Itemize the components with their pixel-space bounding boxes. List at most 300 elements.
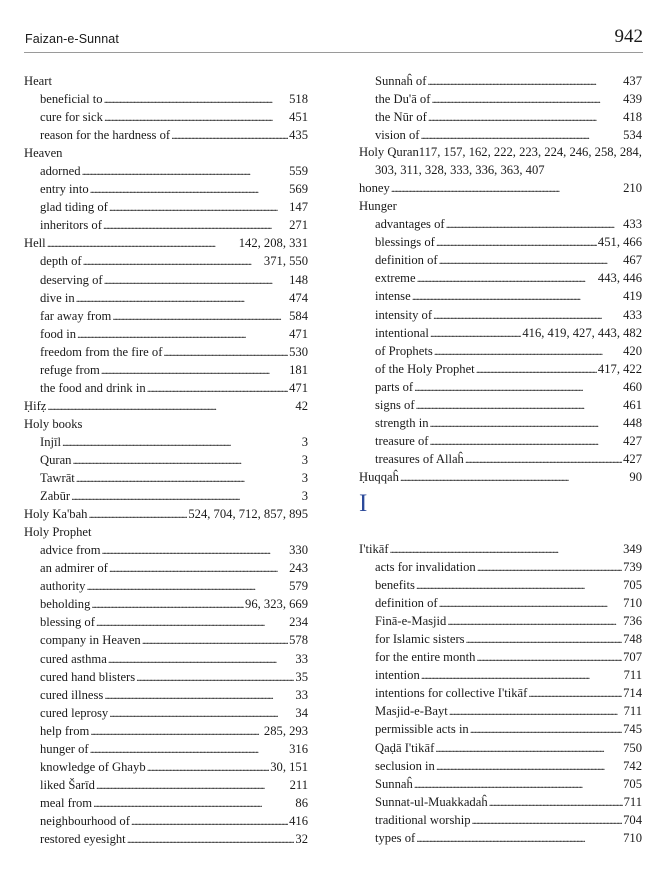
page-refs: 34: [295, 705, 308, 720]
index-page-refs-continued: 303, 311, 328, 333, 336, 363, 407: [375, 162, 545, 177]
page-refs: 418: [623, 110, 642, 125]
index-heading: Holy books: [24, 416, 83, 431]
entry-term: hunger of: [40, 741, 89, 756]
dot-leader: [465, 450, 622, 468]
index-subentry: [24, 126, 308, 144]
index-subentry: [359, 72, 642, 90]
page-refs: 705: [623, 776, 642, 791]
dot-leader: [416, 576, 622, 594]
page-refs: 711: [623, 668, 642, 683]
page-refs: 416: [289, 813, 308, 828]
entry-term: authority: [40, 579, 86, 594]
dot-leader: [439, 251, 623, 269]
entry-term: benefits: [375, 578, 415, 593]
dot-leader: [112, 307, 288, 325]
index-subentry: [24, 686, 308, 704]
entry-term: meal from: [40, 795, 93, 810]
index-subentry: [359, 108, 642, 126]
entry-term: help from: [40, 723, 90, 738]
page-refs: 419: [623, 289, 642, 304]
index-subentry: [359, 612, 642, 630]
index-subentry: [359, 215, 642, 233]
index-subentry: [24, 776, 308, 794]
index-subentry: [24, 162, 308, 180]
entry-term: permissible acts in: [375, 722, 469, 737]
entry-term: Tawrāt: [40, 471, 75, 486]
page-refs: 736: [623, 614, 642, 629]
dot-leader: [477, 558, 622, 576]
dot-leader: [414, 378, 622, 396]
page-refs: 705: [623, 578, 642, 593]
page-refs: 707: [623, 650, 642, 665]
entry-term: the Nūr of: [375, 110, 427, 125]
dot-leader: [439, 594, 623, 612]
page-refs: 739: [623, 560, 642, 575]
dot-leader: [76, 469, 301, 487]
page-refs: 33: [295, 687, 308, 702]
entry-term: restored eyesight: [40, 831, 126, 846]
dot-leader: [430, 324, 521, 342]
index-column-right: [359, 72, 642, 847]
page-refs: 518: [289, 92, 308, 107]
page-refs: 35: [295, 669, 308, 684]
page-refs: 710: [623, 830, 642, 845]
dot-leader: [435, 739, 622, 757]
index-subentry: [359, 251, 642, 269]
entry-term: definition of: [375, 596, 438, 611]
page-refs: 3: [301, 471, 308, 486]
entry-term: Ḥifẓ: [24, 398, 47, 413]
dot-leader: [104, 90, 289, 108]
index-subentry: [24, 631, 308, 649]
page-refs: 90: [629, 469, 642, 484]
page-refs: 437: [623, 74, 642, 88]
index-entry: [359, 540, 642, 558]
entry-term: definition of: [375, 253, 438, 268]
entry-term: refuge from: [40, 362, 100, 377]
dot-leader: [131, 812, 288, 830]
entry-term: cured leprosy: [40, 705, 109, 720]
dot-leader: [96, 776, 289, 794]
dot-leader: [147, 379, 288, 397]
page-refs: 745: [623, 722, 642, 737]
entry-term: blessing of: [40, 615, 95, 630]
page-refs: 711: [623, 704, 642, 719]
dot-leader: [86, 577, 288, 595]
index-subentry: [359, 630, 642, 648]
entry-term: cured illness: [40, 687, 104, 702]
index-subentry: [24, 559, 308, 577]
index-heading: Heaven: [24, 146, 63, 161]
index-subentry: [24, 668, 308, 686]
page-refs: 142, 208, 331: [238, 236, 308, 251]
index-entry: [24, 234, 308, 252]
index-heading-multiline: [359, 144, 642, 179]
entry-term: knowledge of Ghayb: [40, 759, 146, 774]
page-refs: 433: [623, 307, 642, 322]
dot-leader: [47, 234, 238, 252]
dot-leader: [417, 269, 597, 287]
dot-leader: [77, 325, 288, 343]
entry-term: treasures of Allaĥ: [375, 451, 464, 466]
page-refs: 460: [623, 379, 642, 394]
entry-term: advice from: [40, 543, 101, 558]
dot-leader: [466, 630, 623, 648]
page-refs: 448: [623, 415, 642, 430]
index-subentry: [359, 684, 642, 702]
index-subentry: [24, 343, 308, 361]
page-refs: 451: [289, 110, 308, 125]
dot-leader: [90, 740, 288, 758]
page-refs: 711: [623, 794, 642, 809]
index-subentry: [24, 451, 308, 469]
index-subentry: [359, 558, 642, 576]
entry-term: types of: [375, 830, 416, 845]
entry-term: advantages of: [375, 217, 445, 232]
page-refs: 147: [289, 200, 308, 215]
dot-leader: [104, 686, 294, 704]
index-subentry: [359, 450, 642, 468]
index-subentry: [24, 704, 308, 722]
dot-leader: [101, 361, 288, 379]
dot-leader: [102, 541, 289, 559]
page-refs: 742: [623, 758, 642, 773]
page-refs: 33: [295, 651, 308, 666]
dot-leader: [416, 829, 622, 847]
page-refs: 3: [301, 452, 308, 467]
index-subentry: [24, 198, 308, 216]
index-heading: Heart: [24, 74, 52, 88]
entry-term: cure for sick: [40, 110, 103, 125]
entry-term: for the entire month: [375, 650, 476, 665]
entry-term: vision of: [375, 128, 420, 143]
dot-leader: [71, 487, 301, 505]
entry-term: glad tiding of: [40, 200, 108, 215]
page-refs: 30, 151: [270, 759, 308, 774]
index-subentry: [24, 613, 308, 631]
dot-leader: [476, 360, 597, 378]
dot-leader: [91, 595, 244, 613]
dot-leader: [108, 650, 295, 668]
dot-leader: [90, 722, 263, 740]
entry-term: Hell: [24, 236, 46, 251]
entry-term: of the Holy Prophet: [375, 361, 475, 376]
page-refs: 433: [623, 217, 642, 232]
entry-term: freedom from the fire of: [40, 344, 163, 359]
page-number: 942: [614, 26, 643, 47]
entry-term: Masjid-e-Bayt: [375, 704, 448, 719]
index-subentry: [24, 794, 308, 812]
index-subentry: [24, 830, 308, 848]
page-refs: 524, 704, 712, 857, 895: [188, 507, 308, 522]
page-refs: 704: [623, 812, 642, 827]
dot-leader: [76, 289, 288, 307]
page-refs: 243: [289, 561, 308, 576]
page-refs: 435: [289, 128, 308, 143]
page-refs: 420: [623, 343, 642, 358]
index-subentry: [24, 325, 308, 343]
entry-term: Injīl: [40, 434, 61, 449]
index-subentry: [359, 811, 642, 829]
entry-term: an admirer of: [40, 561, 108, 576]
entry-term: the Du'ā of: [375, 92, 431, 107]
index-heading-text: Holy Quran117, 157, 162, 222, 223, 224, 246, 258, 284,: [359, 145, 642, 160]
page-refs: 461: [623, 397, 642, 412]
entry-term: seclusion in: [375, 758, 435, 773]
page-refs: 748: [623, 632, 642, 647]
entry-term: Quran: [40, 452, 72, 467]
dot-leader: [428, 108, 622, 126]
index-subentry: [359, 702, 642, 720]
dot-leader: [430, 414, 623, 432]
index-subentry: [24, 740, 308, 758]
entry-term: signs of: [375, 397, 415, 412]
page-refs: 96, 323, 669: [245, 597, 308, 612]
page-refs: 148: [289, 272, 308, 287]
page-header: [24, 24, 643, 53]
page-refs: 579: [289, 579, 308, 594]
page-refs: 750: [623, 740, 642, 755]
index-subentry: [24, 722, 308, 740]
index-subentry: [359, 414, 642, 432]
dot-leader: [436, 757, 622, 775]
dot-leader: [391, 179, 622, 197]
page-refs: 3: [301, 434, 308, 449]
entry-term: intense: [375, 289, 411, 304]
dot-leader: [47, 397, 294, 415]
dot-leader: [436, 233, 597, 251]
entry-term: Sunnaĥ of: [375, 74, 427, 88]
index-subentry: [24, 577, 308, 595]
page-refs: 471: [289, 326, 308, 341]
dot-leader: [427, 72, 622, 90]
index-entry: [24, 505, 308, 523]
entry-term: liked Šarīd: [40, 777, 95, 792]
index-subentry: [359, 648, 642, 666]
page-refs: 416, 419, 427, 443, 482: [522, 325, 642, 340]
entry-term: entry into: [40, 182, 89, 197]
page-refs: 234: [289, 615, 308, 630]
dot-leader: [109, 559, 288, 577]
index-subentry: [24, 271, 308, 289]
entry-term: neighbourhood of: [40, 813, 130, 828]
dot-leader: [433, 306, 622, 324]
dot-leader: [412, 287, 622, 305]
page-refs: 439: [623, 92, 642, 107]
page-refs: 371, 550: [263, 254, 308, 269]
index-subentry: [359, 306, 642, 324]
page-refs: 443, 446: [597, 271, 642, 286]
entry-term: cured asthma: [40, 651, 107, 666]
dot-leader: [414, 775, 622, 793]
index-subentry: [359, 378, 642, 396]
page-refs: 210: [623, 181, 642, 196]
dot-leader: [88, 505, 187, 523]
index-subentry: [359, 829, 642, 847]
dot-leader: [83, 252, 263, 270]
dot-leader: [447, 612, 622, 630]
dot-leader: [82, 162, 289, 180]
index-subentry: [24, 433, 308, 451]
entry-term: beholding: [40, 597, 91, 612]
entry-term: Ḥuqqaĥ: [359, 469, 399, 484]
entry-term: parts of: [375, 379, 414, 394]
entry-term: inheritors of: [40, 218, 102, 233]
index-subentry: [24, 90, 308, 108]
entry-term: of Prophets: [375, 343, 433, 358]
index-subentry: [24, 252, 308, 270]
index-heading: Hunger: [359, 199, 397, 214]
page-refs: 569: [289, 182, 308, 197]
entry-term: reason for the hardness of: [40, 128, 171, 143]
entry-term: the food and drink in: [40, 380, 146, 395]
book-title: Faizan-e-Sunnat: [25, 32, 119, 46]
index-subentry: [359, 775, 642, 793]
index-subentry: [359, 126, 642, 144]
page-refs: 714: [623, 686, 642, 701]
dot-leader: [434, 342, 622, 360]
index-subentry: [24, 758, 308, 776]
page-refs: 181: [289, 362, 308, 377]
dot-leader: [420, 126, 622, 144]
entry-term: honey: [359, 181, 390, 196]
page-refs: 474: [289, 290, 308, 305]
dot-leader: [489, 793, 623, 811]
index-subentry: [24, 487, 308, 505]
index-subentry: [24, 216, 308, 234]
dot-leader: [163, 343, 288, 361]
page-refs: 271: [289, 218, 308, 233]
page-refs: 417, 422: [597, 361, 642, 376]
entry-term: beneficial to: [40, 92, 103, 107]
dot-leader: [416, 396, 623, 414]
page-refs: 330: [289, 543, 308, 558]
dot-leader: [390, 540, 623, 558]
page-refs: 285, 293: [263, 723, 308, 738]
entry-term: Finā-e-Masjid: [375, 614, 447, 629]
dot-leader: [127, 830, 295, 848]
index-subentry: [359, 360, 642, 378]
dot-leader: [449, 702, 623, 720]
index-subentry: [359, 739, 642, 757]
index-subentry: [359, 432, 642, 450]
page-refs: 349: [623, 541, 642, 556]
index-subentry: [359, 324, 642, 342]
index-subentry: [24, 650, 308, 668]
entry-term: I'tikāf: [359, 541, 389, 556]
entry-term: company in Heaven: [40, 633, 141, 648]
entry-term: for Islamic sisters: [375, 632, 465, 647]
page-refs: 211: [289, 777, 308, 792]
dot-leader: [103, 216, 288, 234]
dot-leader: [109, 198, 288, 216]
entry-term: traditional worship: [375, 812, 471, 827]
index-subentry: [24, 812, 308, 830]
dot-leader: [147, 758, 270, 776]
page-refs: 451, 466: [597, 235, 642, 250]
page-refs: 316: [289, 741, 308, 756]
page-refs: 427: [623, 433, 642, 448]
section-letter: [359, 486, 642, 540]
dot-leader: [421, 666, 623, 684]
entry-term: Sunnat-ul-Muakkadaĥ: [375, 794, 488, 809]
dot-leader: [431, 90, 622, 108]
page-refs: 3: [301, 489, 308, 504]
entry-term: acts for invalidation: [375, 560, 476, 575]
index-subentry: [359, 342, 642, 360]
index-subentry: [359, 90, 642, 108]
index-subentry: [359, 594, 642, 612]
entry-term: depth of: [40, 254, 82, 269]
index-subentry: [24, 361, 308, 379]
page-refs: 559: [289, 164, 308, 179]
dot-leader: [528, 684, 622, 702]
entry-term: Sunnaĥ: [375, 776, 413, 791]
dot-leader: [142, 631, 288, 649]
index-subentry: [24, 108, 308, 126]
dot-leader: [62, 433, 301, 451]
index-subentry: [359, 793, 642, 811]
page-refs: 42: [295, 398, 308, 413]
index-subentry: [24, 541, 308, 559]
dot-leader: [430, 432, 623, 450]
entry-term: Qaḍā I'tikāf: [375, 740, 435, 755]
index-subentry: [24, 289, 308, 307]
page-refs: 467: [623, 253, 642, 268]
dot-leader: [93, 794, 294, 812]
entry-term: food in: [40, 326, 77, 341]
entry-term: adorned: [40, 164, 81, 179]
index-subentry: [359, 666, 642, 684]
dot-leader: [446, 215, 623, 233]
entry-term: dive in: [40, 290, 75, 305]
index-subentry: [24, 180, 308, 198]
index-subentry: [359, 576, 642, 594]
entry-term: intentional: [375, 325, 429, 340]
entry-term: far away from: [40, 308, 112, 323]
dot-leader: [96, 613, 288, 631]
index-subentry: [359, 233, 642, 251]
page-refs: 471: [289, 380, 308, 395]
entry-term: extreme: [375, 271, 416, 286]
dot-leader: [104, 108, 288, 126]
entry-term: cured hand blisters: [40, 669, 136, 684]
index-subentry: [359, 757, 642, 775]
dot-leader: [90, 180, 288, 198]
dot-leader: [400, 468, 629, 486]
section-letter-text: I: [359, 489, 368, 517]
page-refs: 32: [295, 831, 308, 846]
index-entry: [359, 468, 642, 486]
page-refs: 534: [623, 128, 642, 143]
entry-term: Zabūr: [40, 489, 71, 504]
entry-term: treasure of: [375, 433, 429, 448]
index-entry: [24, 397, 308, 415]
index-subentry: [24, 469, 308, 487]
index-subentry: [24, 307, 308, 325]
entry-term: strength in: [375, 415, 429, 430]
page-refs: 530: [289, 344, 308, 359]
index-subentry: [359, 287, 642, 305]
index-subentry: [359, 396, 642, 414]
entry-term: intensity of: [375, 307, 433, 322]
index-subentry: [24, 595, 308, 613]
entry-term: intention: [375, 668, 420, 683]
entry-term: Holy Ka'bah: [24, 507, 88, 522]
dot-leader: [104, 271, 289, 289]
entry-term: blessings of: [375, 235, 435, 250]
dot-leader: [72, 451, 300, 469]
